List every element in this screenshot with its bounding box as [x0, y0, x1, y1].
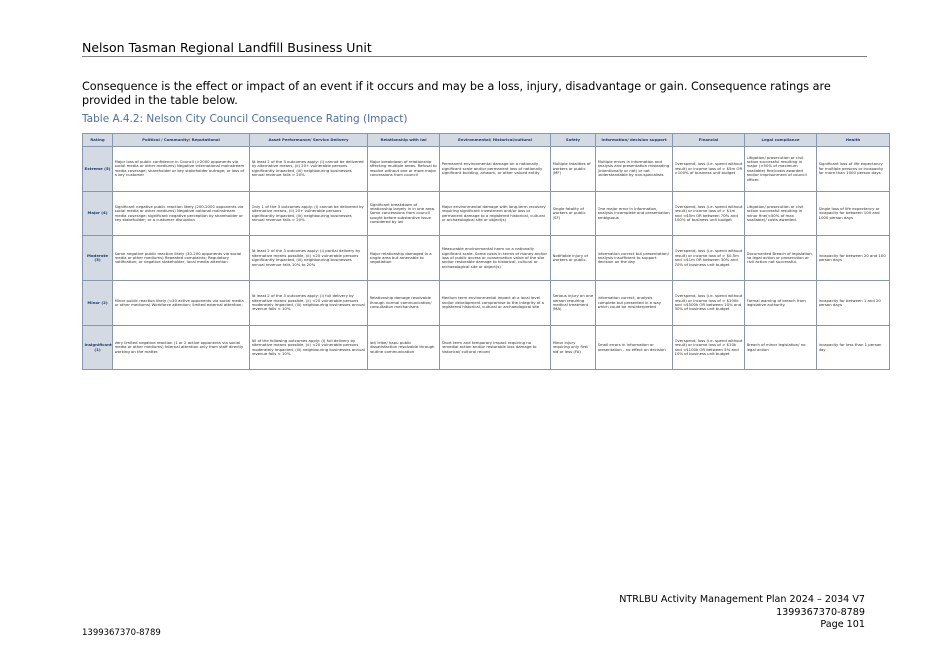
- table-cell: [551, 236, 596, 281]
- consequence-rating-table: [82, 133, 890, 370]
- table-cell: [745, 325, 817, 370]
- table-cell: [673, 147, 745, 192]
- table-cell: [368, 191, 440, 236]
- table-header-cell: Asset Performance/ Service Delivery: [250, 134, 368, 147]
- table-cell: [817, 191, 890, 236]
- table-cell: [368, 236, 440, 281]
- table-cell: [673, 325, 745, 370]
- table-cell: [596, 281, 673, 326]
- table-caption-label: Table A.4.2:: [82, 113, 144, 125]
- table-cell: [596, 191, 673, 236]
- table-header-cell: Political / Community/ Reputational: [113, 134, 250, 147]
- intro-paragraph: Consequence is the effect or impact of an event if it occurs and may be a loss, injury, disadvantage or gain. Consequence ratings are provided in the table below.: [82, 80, 831, 107]
- table-cell: [440, 236, 551, 281]
- table-cell-text: Measurable environmental harm on a nationally significant scale. Some costs in terms of money and/or loss of public access or conservation value of the site and/or restorable damage to historical, cultural or archaeological site or object(s): [441, 247, 548, 269]
- table-cell-text: Significant breakdown of relationship largely in in one area. Some concessions from council sought before substantive issue considered by iwi: [369, 202, 436, 225]
- table-cell-text: Major environmental damage with long-term recovery requiring significant investment and/or loss or permanent damage to a registered historical, cultural or archaeological site or object(s): [441, 204, 546, 222]
- rating-cell: Extreme (5): [83, 147, 113, 192]
- table-cell: [596, 325, 673, 370]
- table-cell: [440, 191, 551, 236]
- table-cell-text: Some negative public reaction likely (30-200 opponents via social media or other mediums) Repeated complaints; Regulatory notification; or negative stakeholder, local media attention: [114, 251, 242, 265]
- table-cell-text: Major breakdown of relationship affecting multiple areas. Refusal to resolve without one or more major concessions from council: [369, 160, 437, 178]
- table-cell-text: Litigation/ prosecution or civil action successful resulting in minor fine(<50% of max available)/ costs awarded.: [746, 204, 804, 222]
- table-cell-text: Information correct but presentation/ analysis insufficient to support decision on the day: [597, 251, 669, 265]
- table-cell: [113, 281, 250, 326]
- table-header-row: [83, 134, 890, 147]
- table-cell-text: Major relationship damaged in a single area but amenable to negotiation: [369, 251, 432, 265]
- table-cell: [551, 325, 596, 370]
- table-cell-text: At least 2 of the 3 outcomes apply: (i) partial delivery by alternative means possible, (ii) <20 vulnerable persons significantly impacted, (iii) neighbouring businesses annual revenue falls 10% to 20%: [251, 249, 361, 267]
- table-header-cell: Financial: [673, 134, 745, 147]
- table-cell-text: Medium term environmental impact at a local level and/or development compromise to the integrity of a registered historical, cultural or archaeological site: [441, 296, 545, 310]
- table-caption-text: Nelson City Council Consequence Rating (Impact): [146, 113, 408, 125]
- table-cell-text: Short term and temporary impact requiring no remedial action and/or restorable loss damage to historical/ cultural record: [441, 340, 537, 354]
- table-row: [83, 325, 890, 370]
- table-header-cell: Information/ decision support: [596, 134, 673, 147]
- table-cell: [596, 147, 673, 192]
- table-row: [83, 147, 890, 192]
- table-row: [83, 281, 890, 326]
- footer-page-number: Page 101: [820, 619, 865, 630]
- table-body: [83, 147, 890, 370]
- table-cell-text: Notifiable injury of workers or public.: [552, 253, 588, 263]
- table-cell-text: Litigation/ prosecution or civil action successful resulting in major (>50% of maximum available) fine/costs awarded and/or imprisonment of council officer.: [746, 155, 807, 182]
- table-cell: [250, 281, 368, 326]
- table-cell: [817, 236, 890, 281]
- header-rule: [82, 56, 867, 57]
- table-cell-text: Small errors in information or presentation - no effect on decision: [597, 343, 666, 352]
- table-cell-text: Overspend, loss (i.e. spend without result) or income loss of > $100k and <$500k OR between 10% and 30% of business unit budget: [674, 294, 743, 312]
- table-cell: [673, 281, 745, 326]
- table-cell-text: Incapacity for between 20 and 100 person days: [818, 253, 886, 263]
- table-cell-text: Only 1 of the 3 outcomes apply: (i) cannot be delivered by alternative means, (ii) 20+ vulnerable persons significantly impacted, (iii) neighbouring businesses annual revenue falls > 20%: [251, 204, 364, 222]
- table-header-cell: Relationship with Iwi: [368, 134, 440, 147]
- table-cell: [250, 191, 368, 236]
- table-cell: [113, 191, 250, 236]
- table-cell-text: Overspend, loss (i.e. spend without result) or income loss of > $10k and <$100k OR between 5% and 10% of business unit budget: [674, 338, 743, 356]
- table-cell: [113, 236, 250, 281]
- table-cell: [745, 281, 817, 326]
- table-cell: [817, 325, 890, 370]
- table-cell: [596, 236, 673, 281]
- table-cell-text: Incapacity for less than 1 person day: [818, 343, 882, 352]
- table-row: [83, 236, 890, 281]
- table-cell-text: Iwi/ tribe/ hapu public dissatisfaction resolvable through routine communication: [369, 340, 435, 354]
- table-cell-text: Breach of minor legislation/ no legal action: [746, 343, 806, 352]
- footer-left-doc-id: 1399367370-8789: [82, 628, 161, 638]
- table-header-cell: Environmental/ Historical/cultural: [440, 134, 551, 147]
- table-cell: [551, 147, 596, 192]
- page-header-title: Nelson Tasman Regional Landfill Business Unit: [82, 40, 372, 55]
- table-header-cell: Health: [817, 134, 890, 147]
- table-cell-text: Minor injury requiring only first aid or less (FA): [552, 340, 588, 354]
- table-cell-text: Overspend, loss (i.e. spend without result) or income loss of > $0.5m and <$1m OR between 30% and 70% of business unit budget: [674, 249, 743, 267]
- table-cell-text: Multiple errors in information and analysis and presentation misleading (intentionally or not) or not understandable by non-specialists: [597, 160, 670, 178]
- table-cell: [551, 191, 596, 236]
- table-cell-text: Major loss of public confidence in Council (>2000 opponents via social media or other mediums) Negative international mainstream media coverage; shareholder or key stakeholder outrage; or loss of a key customer: [114, 160, 245, 178]
- table-cell: [673, 191, 745, 236]
- table-cell: [440, 325, 551, 370]
- table-cell-text: Very limited negative reaction (1 or 2 active opponents via social media or other mediums) Internal attention only from staff directly working on the matter.: [114, 340, 244, 354]
- table-cell: [250, 325, 368, 370]
- table-cell: [745, 191, 817, 236]
- table-cell-text: Information correct, analysis complete but presented in a way which could be misinterpreted: [597, 296, 661, 310]
- table-cell: [440, 147, 551, 192]
- table-cell: [368, 147, 440, 192]
- table-cell-text: Single loss of life expectancy or incapacity for between 100 and 1000 person days: [818, 206, 880, 220]
- table-cell: [551, 281, 596, 326]
- table-cell-text: Documented Breach of legislation, no legal action or prosecution or civil action not successful.: [746, 251, 813, 265]
- table-cell: [368, 281, 440, 326]
- table-cell: [817, 281, 890, 326]
- footer-plan-block: [619, 594, 865, 632]
- table-cell: [368, 325, 440, 370]
- table-cell-text: Formal warning of breach from legislative authority.: [746, 298, 806, 307]
- table-cell-text: Incapacity for between 1 and 20 person days: [818, 298, 881, 307]
- rating-cell: Major (4): [83, 191, 113, 236]
- table-cell-text: Overspend, loss (i.e. spend without result) or income loss of > $1m and <$5m OR between 70% and 100% of business unit budget: [674, 204, 743, 222]
- table-cell: [745, 236, 817, 281]
- table-cell-text: All of the following outcomes apply: (i) full delivery by alternative means possible, (ii) <20 vulnerable persons moderately impacted, (iii) neighbouring businesses annual revenue falls < 10%: [251, 338, 365, 356]
- table-cell-text: At least 2 of the 3 outcomes apply: (i) full delivery by alternative means possible, (ii) <20 vulnerable persons moderately impacted, (iii) neighbouring businesses annual revenue falls < 10%: [251, 294, 365, 312]
- consequence-table-wrapper: [82, 133, 889, 370]
- rating-cell: Minor (2): [83, 281, 113, 326]
- table-cell-text: Overspend, loss (i.e. spend without result) or income loss of > $5m OR >100% of business unit budget: [674, 162, 743, 176]
- table-cell: [250, 236, 368, 281]
- rating-cell: Insignificant (1): [83, 325, 113, 370]
- table-cell-text: One major error in information, analysis incomplete and presentation ambiguous: [597, 206, 670, 220]
- table-cell-text: Single fatality of workers or public (SF): [552, 206, 586, 220]
- table-cell: [817, 147, 890, 192]
- table-cell: [440, 281, 551, 326]
- table-header-cell: Safety: [551, 134, 596, 147]
- table-cell: [113, 147, 250, 192]
- table-cell-text: At least 2 of the 3 outcomes apply: (i) cannot be delivered by alternative means, (ii) 20+ vulnerable persons significantly impacted, (iii) neighbouring businesses annual revenue falls > 20%: [251, 160, 364, 178]
- footer-plan-title: NTRLBU Activity Management Plan 2024 – 2034 V7: [619, 594, 865, 605]
- table-cell-text: Significant negative public reaction likely (200-2000 opponents via social media or other mediums) Negative national mainstream media coverage; significant negative perception by shareholder or key stakeholder; or a customer disruption: [114, 204, 244, 222]
- table-cell: [250, 147, 368, 192]
- table-cell-text: Minor public reaction likely (<30 active opponents via social media or other mediums) Workforce attention; limited external attention;: [114, 298, 244, 307]
- table-cell-text: Significant loss of life expectancy for multiple persons or incapacity for more than 1000 person days: [818, 162, 884, 176]
- table-cell-text: Permanent environmental damage on a nationally significant scale and/or permanent loss of nationally significant building, artwork, or other valued entity: [441, 162, 543, 176]
- footer-doc-id: 1399367370-8789: [776, 606, 865, 618]
- table-caption: [82, 113, 408, 125]
- rating-cell: Moderate (3): [83, 236, 113, 281]
- table-cell-text: Serious injury on one person requiring medical treatment (MA): [552, 294, 594, 312]
- table-cell-text: Multiple fatalities of workers or public (MF): [552, 162, 591, 176]
- table-cell: [113, 325, 250, 370]
- table-cell: [673, 236, 745, 281]
- table-header-cell: Legal compliance: [745, 134, 817, 147]
- table-row: [83, 191, 890, 236]
- table-cell: [745, 147, 817, 192]
- table-cell-text: Relationship damage resolvable through normal communication/ consultation mechanisms: [369, 296, 432, 310]
- table-header-cell: Rating: [83, 134, 113, 147]
